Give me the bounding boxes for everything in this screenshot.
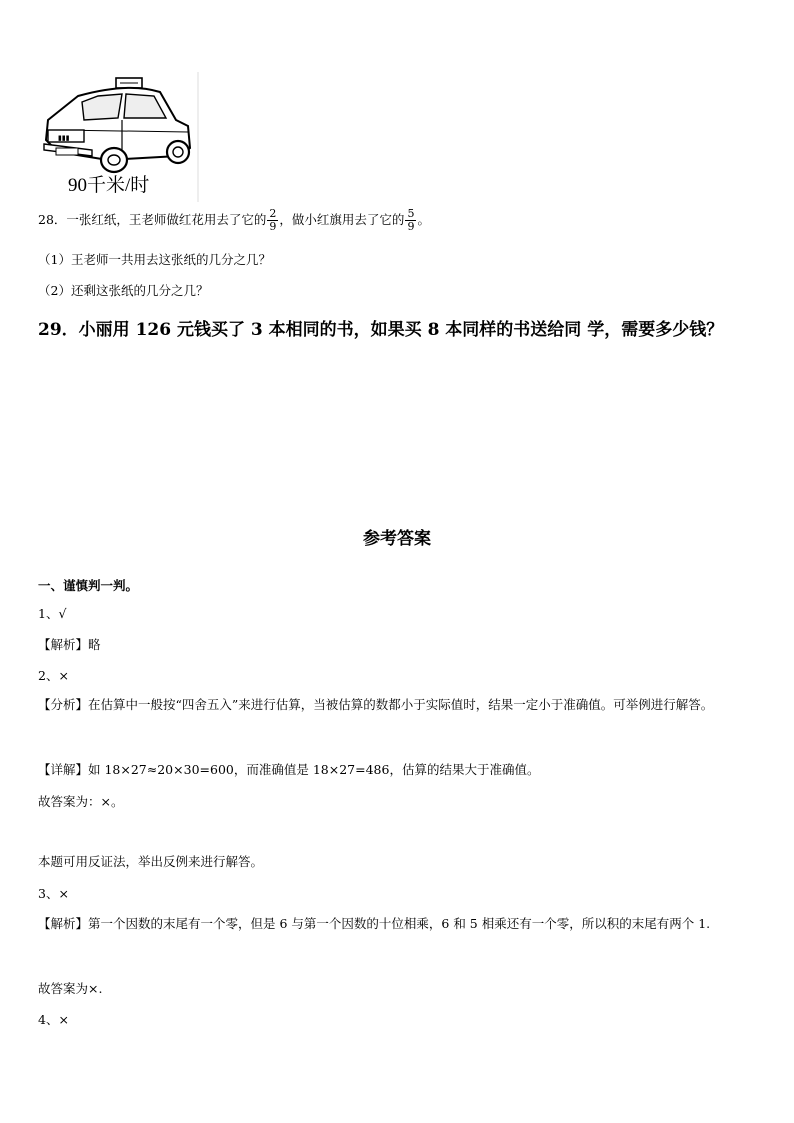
frac1-num: 2 [269,207,277,220]
answers-title: 参考答案 [363,529,431,549]
answer-2-analysis: 【分析】在估算中一般按“四舍五入”来进行估算，当被估算的数都小于实际值时，结果一定小于准确值。可举例进行解答。 [38,697,714,712]
fraction-5-9 [405,208,416,233]
answer-2-conclusion: 故答案为：×。 [38,794,124,809]
answer-4: 4、× [38,1012,69,1027]
answer-3-conclusion: 故答案为×. [38,981,103,996]
q29-stem: 29．小丽用 126 元钱买了 3 本相同的书，如果买 8 本同样的书送给同 学，需要多少钱？ [38,320,724,340]
q28-sub2: （2）还剩这张纸的几分之几？ [38,283,209,298]
answer-2-detail: 【详解】如 18×27≈20×30=600，而准确值是 18×27=486，估算的结果大于准确值。 [38,762,540,777]
q28-text-b: ，做小红旗用去了它的 [279,212,405,227]
fraction-2-9 [267,208,278,233]
answer-3: 3、× [38,886,69,901]
q28-stem [38,208,430,233]
answer-3-analysis: 【解析】第一个因数的末尾有一个零，但是 6 与第一个因数的十位相乘，6 和 5 相乘还有一个零，所以积的末尾有两个 1. [38,916,711,931]
speed-label: 90千米/时 [68,175,150,196]
q28-sub1: （1）王老师一共用去这张纸的几分之几？ [38,252,271,267]
section1-heading: 一、谨慎判一判。 [38,578,139,593]
frac2-den: 9 [407,220,415,233]
q28-text-a: 28．一张红纸，王老师做红花用去了它的 [38,212,267,227]
frac1-den: 9 [269,220,277,233]
q28-text-c: 。 [417,212,430,227]
svg-text:▮▮▮: ▮▮▮ [58,134,70,142]
answer-2: 2、× [38,668,69,683]
answer-1: 1、√ [38,606,67,621]
frac2-num: 5 [407,207,415,220]
answer-2-note: 本题可用反证法，举出反例来进行解答。 [38,854,264,869]
answer-1-analysis: 【解析】略 [38,637,101,652]
